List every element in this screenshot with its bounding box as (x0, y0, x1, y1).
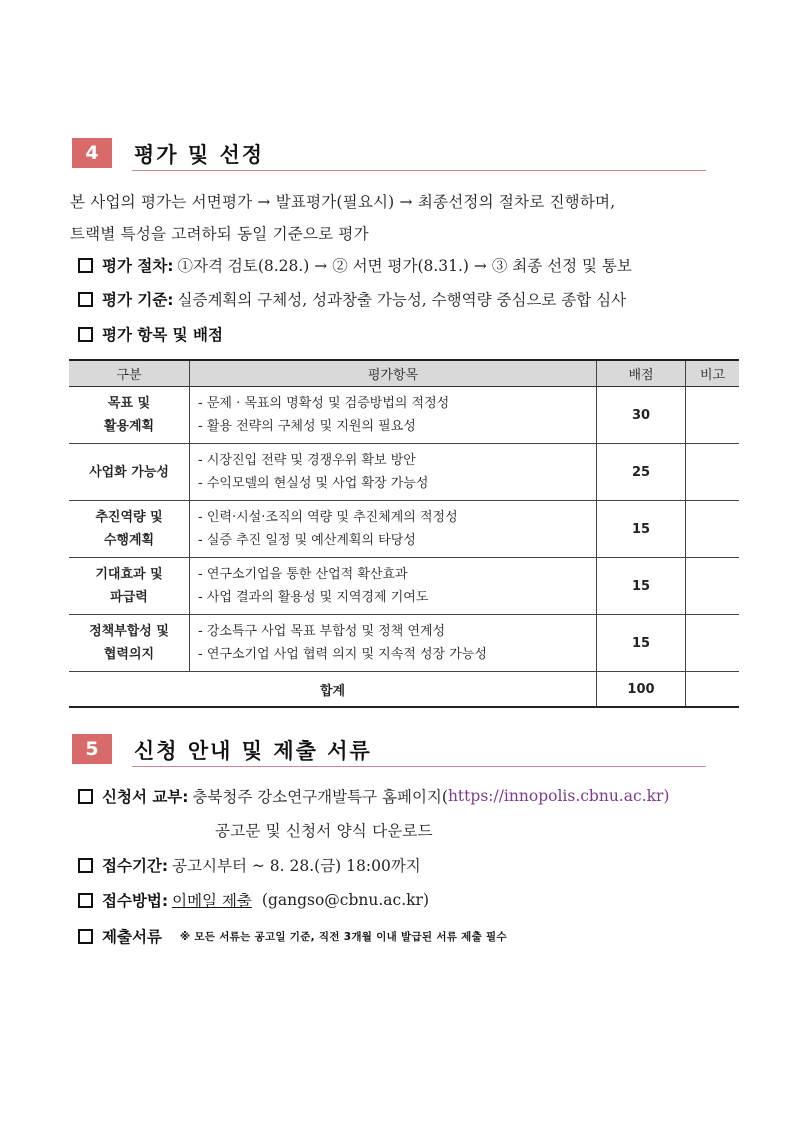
checkbox-icon (78, 327, 93, 342)
header-items: 평가항목 (190, 360, 597, 387)
checkbox-icon (78, 789, 93, 804)
table-row (69, 615, 739, 672)
points-cell: 15 (597, 615, 686, 672)
category-line: 목표 및 (107, 396, 151, 411)
checkbox-icon (78, 292, 93, 307)
table-row (69, 501, 739, 558)
items-cell (190, 615, 597, 672)
category-line: 추진역량 및 (95, 510, 163, 525)
table-row (69, 444, 739, 501)
item-line: - 수익모델의 현실성 및 사업 확장 가능성 (198, 476, 429, 491)
points-cell: 15 (597, 501, 686, 558)
docs-item (78, 925, 507, 947)
criteria-text: 실증계획의 구체성, 성과창출 가능성, 수행역량 중심으로 종합 심사 (177, 291, 627, 309)
items-cell (190, 387, 597, 444)
total-points: 100 (597, 672, 686, 708)
category-line: 수행계획 (103, 533, 155, 548)
note-cell (686, 387, 740, 444)
checkbox-icon (78, 258, 93, 273)
criteria-item (78, 288, 626, 310)
items-heading (78, 323, 227, 345)
category-cell (69, 615, 190, 672)
category-cell (69, 558, 190, 615)
distribution-label: 신청서 교부: (102, 788, 189, 806)
distribution-item (78, 785, 669, 807)
category-cell (69, 501, 190, 558)
distribution-text: 충북청주 강소연구개발특구 홈페이지( (192, 788, 448, 806)
criteria-label: 평가 기준: (102, 291, 174, 309)
note-cell (686, 615, 740, 672)
items-cell (190, 444, 597, 501)
procedure-label: 평가 절차: (102, 257, 174, 275)
item-line: - 시장진입 전략 및 경쟁우위 확보 방안 (198, 453, 416, 468)
total-label: 합계 (69, 672, 597, 708)
checkbox-icon (78, 858, 93, 873)
category-line: 사업화 가능성 (89, 464, 169, 480)
evaluation-table (69, 359, 739, 708)
item-line: - 연구소기업 사업 협력 의지 및 지속적 성장 가능성 (198, 647, 487, 662)
procedure-item (78, 254, 632, 276)
section-title: 평가 및 선정 (134, 143, 265, 167)
category-line: 정책부합성 및 (89, 624, 169, 639)
section-4-header (72, 138, 706, 168)
items-cell (190, 501, 597, 558)
checkbox-icon (78, 893, 93, 908)
procedure-text: ①자격 검토(8.28.) → ② 서면 평가(8.31.) → ③ 최종 선정 및 통보 (177, 257, 632, 275)
period-label: 접수기간: (102, 857, 169, 875)
table-header-row (69, 360, 739, 387)
checkbox-icon (78, 929, 93, 944)
items-cell (190, 558, 597, 615)
intro-line-2: 트랙별 특성을 고려하되 동일 기준으로 평가 (70, 225, 369, 243)
method-text: 이메일 제출 (172, 892, 252, 910)
method-item (78, 889, 429, 911)
note-cell (686, 558, 740, 615)
note-cell (686, 444, 740, 501)
homepage-link[interactable]: https://innopolis.cbnu.ac.kr (447, 787, 664, 805)
category-line: 활용계획 (103, 419, 155, 434)
header-category: 구분 (69, 360, 190, 387)
category-line: 기대효과 및 (95, 567, 163, 582)
note-cell (686, 501, 740, 558)
note-cell (686, 672, 740, 708)
header-note: 비고 (686, 360, 740, 387)
section-divider (132, 170, 706, 171)
item-line: - 연구소기업을 통한 산업적 확산효과 (198, 567, 408, 582)
category-cell (69, 387, 190, 444)
section-title: 신청 안내 및 제출 서류 (134, 739, 372, 763)
table-row (69, 558, 739, 615)
category-line: 파급력 (110, 590, 148, 605)
item-line: - 문제 · 목표의 명확성 및 검증방법의 적정성 (198, 396, 450, 411)
docs-note: ※ 모든 서류는 공고일 기준, 직전 3개월 이내 발급된 서류 제출 필수 (179, 930, 507, 943)
points-cell: 15 (597, 558, 686, 615)
section-5-header (72, 734, 706, 764)
category-line: 협력의지 (103, 647, 155, 662)
distribution-line-2: 공고문 및 신청서 양식 다운로드 (215, 822, 433, 840)
table-row (69, 387, 739, 444)
method-label: 접수방법: (102, 892, 169, 910)
section-divider (132, 766, 706, 767)
item-line: - 인력·시설·조직의 역량 및 추진체계의 적정성 (198, 510, 458, 525)
item-line: - 활용 전략의 구체성 및 지원의 필요성 (198, 419, 416, 434)
item-line: - 사업 결과의 활용성 및 지역경제 기여도 (198, 590, 429, 605)
items-label: 평가 항목 및 배점 (102, 326, 224, 344)
category-cell (69, 444, 190, 501)
section-number-badge: 4 (72, 138, 112, 168)
item-line: - 실증 추진 일정 및 예산계획의 타당성 (198, 533, 416, 548)
method-email[interactable]: (gangso@cbnu.ac.kr) (261, 891, 429, 909)
item-line: - 강소특구 사업 목표 부합성 및 정책 연계성 (198, 624, 446, 639)
distribution-text-end: ) (663, 787, 670, 805)
section-number-badge: 5 (72, 734, 112, 764)
period-item (78, 854, 421, 876)
header-points: 배점 (597, 360, 686, 387)
points-cell: 30 (597, 387, 686, 444)
period-text: 공고시부터 ~ 8. 28.(금) 18:00까지 (172, 857, 421, 875)
docs-label: 제출서류 (102, 928, 162, 946)
intro-line-1: 본 사업의 평가는 서면평가 → 발표평가(필요시) → 최종선정의 절차로 진행하며, (70, 193, 616, 211)
points-cell: 25 (597, 444, 686, 501)
total-row (69, 672, 739, 708)
